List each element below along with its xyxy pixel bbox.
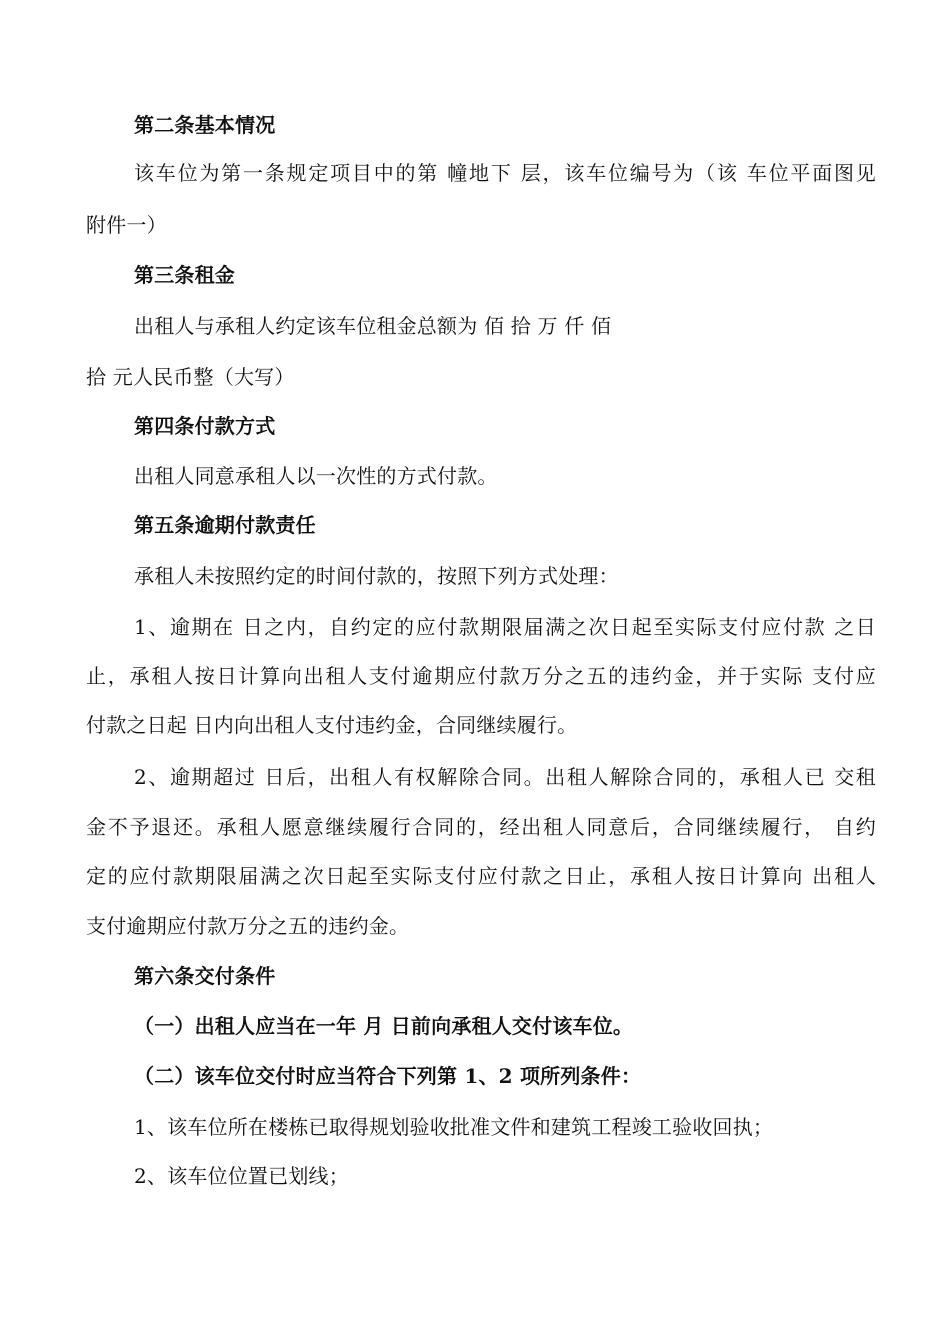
- article-6-condition-1: 1、该车位所在楼栋已取得规划验收批准文件和建筑工程竣工验收回执；: [134, 1115, 774, 1139]
- article-6-heading: 第六条交付条件: [134, 964, 276, 988]
- article-3-text-line-1: 出租人与承租人约定该车位租金总额为 佰 拾 万 仟 佰: [134, 314, 612, 338]
- article-6-condition-2: 2、该车位位置已划线；: [134, 1164, 349, 1188]
- article-2-text-line-1: 该车位为第一条规定项目中的第 幢地下 层，该车位编号为（该 车位平面图见: [134, 161, 876, 185]
- article-3-heading: 第三条租金: [134, 263, 235, 287]
- article-5-item-1-line-2: 止，承租人按日计算向出租人支付逾期应付款万分之五的违约金，并于实际 支付应: [86, 664, 876, 688]
- article-5-item-1-line-1: 1、逾期在 日之内，自约定的应付款期限届满之次日起至实际支付应付款 之日: [134, 615, 876, 639]
- article-4-heading: 第四条付款方式: [134, 414, 276, 438]
- article-5-item-2-line-1: 2、逾期超过 日后，出租人有权解除合同。出租人解除合同的，承租人已 交租: [134, 765, 876, 789]
- article-3-text-line-2: 拾 元人民币整（大写）: [86, 365, 295, 389]
- article-2-heading: 第二条基本情况: [134, 113, 276, 137]
- article-5-item-1-line-3: 付款之日起 日内向出租人支付违约金，合同继续履行。: [86, 713, 578, 737]
- article-5-item-2-line-4: 支付逾期应付款万分之五的违约金。: [86, 914, 410, 938]
- article-2-text-line-2: 附件一）: [86, 213, 167, 237]
- article-6-clause-1: （一）出租人应当在一年 月 日前向承租人交付该车位。: [134, 1014, 634, 1038]
- article-5-item-2-line-2: 金不予退还。承租人愿意继续履行合同的，经出租人同意后，合同继续履行， 自约: [86, 815, 876, 839]
- article-6-clause-2: （二）该车位交付时应当符合下列第 1、2 项所列条件：: [134, 1064, 642, 1088]
- article-5-item-2-line-3: 定的应付款期限届满之次日起至实际支付应付款之日止，承租人按日计算向 出租人: [86, 864, 876, 888]
- article-4-text: 出租人同意承租人以一次性的方式付款。: [134, 464, 498, 488]
- article-5-intro: 承租人未按照约定的时间付款的，按照下列方式处理：: [134, 564, 619, 588]
- article-5-heading: 第五条逾期付款责任: [134, 513, 316, 537]
